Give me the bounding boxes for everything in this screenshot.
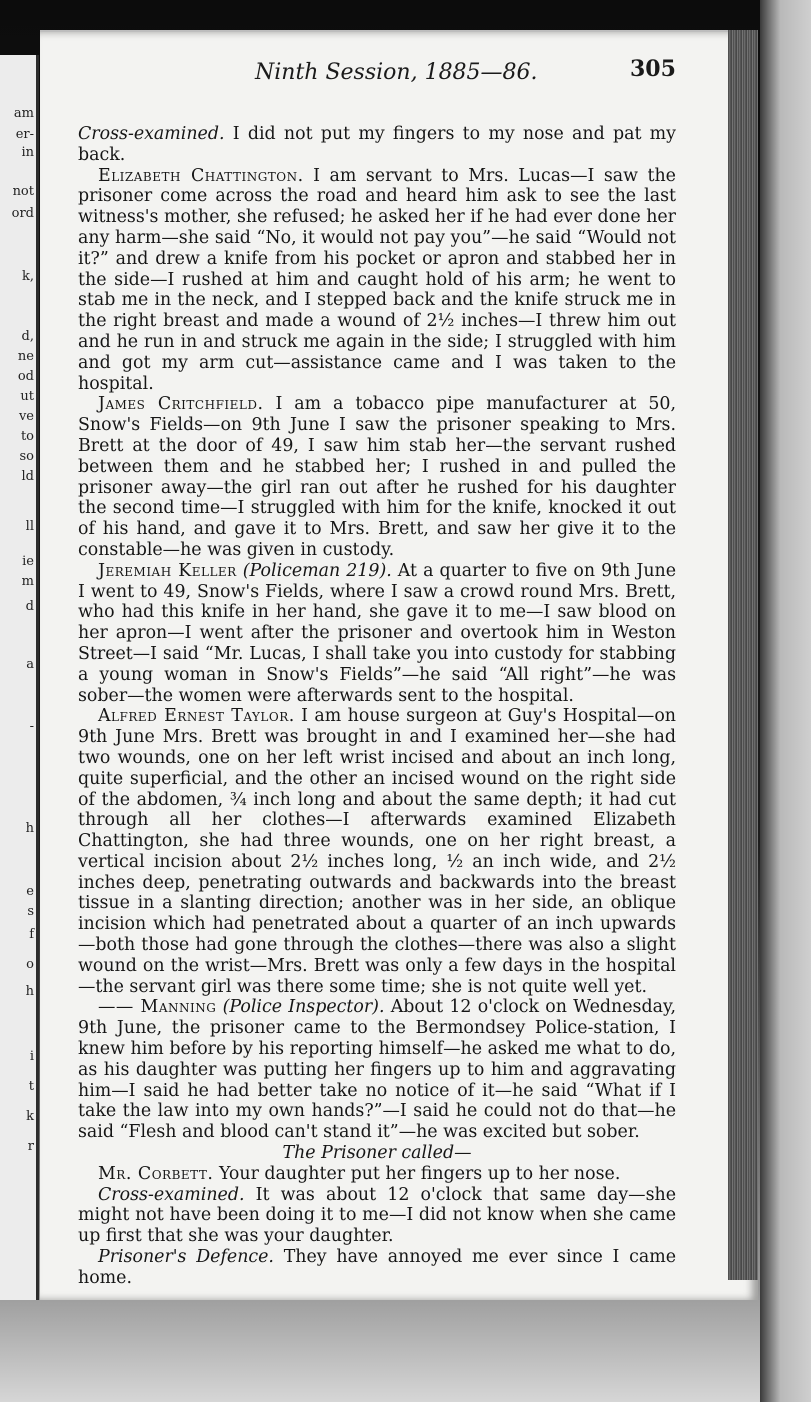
paragraph-corbett	[78, 1164, 676, 1185]
facing-page-fragment: ie	[22, 554, 34, 569]
speaker-role: (Policeman 219).	[242, 560, 392, 581]
paragraph-text: About 12 o'clock on Wednesday, 9th June, the prisoner came to the Bermondsey Police-station, I knew him before by his reporting himself—he asked me what to do, as his daughter was putting her fingers up to him and aggravating him—I said he had better take no notice of it—he said “What if I take the law into my own hands?”—I said he could not do that—he said “Flesh and blood can't stand it”—he was excited but sober.	[78, 997, 676, 1143]
paragraph-critchfield	[78, 394, 676, 560]
facing-page-fragment: so	[19, 449, 34, 464]
facing-page-edge	[0, 55, 39, 1300]
paragraph-text: Your daughter put her fingers up to her nose.	[213, 1163, 621, 1184]
facing-page-fragment: ll	[25, 519, 34, 534]
facing-page-fragment: f	[29, 927, 34, 942]
paragraph-text: I am a tobacco pipe manufacturer at 50, Snow's Fields—on 9th June I saw the prisoner speaking to Mrs. Brett at the door of 49, I saw him stab her—the servant rushed between them and he stabbed her; I rushed in and pulled the prisoner away—the girl ran out after he rushed for his daughter the second time—I struggled with him for the knife, knocked it out of his hand, and gave it to Mrs. Brett, and saw her give it to the constable—he was given in custody.	[78, 394, 676, 560]
speaker-label: Mr. Corbett.	[98, 1163, 214, 1184]
facing-page-fragment: i	[29, 1049, 34, 1064]
speaker-label: Prisoner's Defence.	[98, 1247, 274, 1268]
speaker-label: —— Manning	[98, 997, 217, 1018]
facing-page-fragment: -	[29, 719, 34, 734]
facing-page-fragment: ld	[21, 469, 34, 484]
speaker-role: (Police Inspector).	[222, 997, 385, 1018]
facing-page-fragment: am	[13, 106, 34, 121]
speaker-label: James Critchfield.	[98, 394, 264, 415]
paragraph-cross-examined	[78, 124, 676, 166]
facing-page-fragment: m	[21, 574, 34, 589]
facing-page-fragment: o	[26, 957, 34, 972]
speaker-label: Elizabeth Chattington.	[98, 165, 304, 186]
paragraph-text: I am servant to Mrs. Lucas—I saw the prisoner come across the road and heard him ask to see the last witness's mother, she refused; he asked her if he had ever done her any harm—she said “No, it would not pay you”—he said “Would not it?” and drew a knife from his pocket or apron and stabbed her in the side—I rushed at him and caught hold of his arm; he went to stab me in the neck, and I stepped back and the knife struck me in the right breast and made a wound of 2½ inches—I threw him out and he run in and struck me again in the side; I struggled with him and got my arm cut—assistance came and I was taken to the hospital.	[78, 165, 676, 394]
facing-page-fragment: t	[28, 1079, 34, 1094]
facing-page-fragment: d,	[21, 329, 34, 344]
paragraph-text: It was about 12 o'clock that same day—she might not have been doing it to me—I did not know when she came up first that she was your daughter.	[78, 1184, 676, 1247]
facing-page-fragment: er-	[15, 127, 34, 142]
facing-page-fragment: ord	[11, 206, 34, 221]
facing-page-fragment: r	[27, 1139, 34, 1154]
prisoner-called-heading: The Prisoner called—	[282, 1143, 472, 1164]
session-title: Ninth Session, 1885—86.	[255, 60, 538, 85]
paragraph-cross-examined-2	[78, 1185, 676, 1247]
speaker-label: Jeremiah Keller	[98, 560, 237, 581]
facing-page-fragment: h	[25, 984, 34, 999]
speaker-label: Alfred Ernest Taylor.	[98, 706, 295, 727]
paragraph-manning	[78, 997, 676, 1143]
facing-page-fragment: ut	[20, 389, 34, 404]
page-stack-edge	[728, 30, 758, 1280]
page-number: 305	[630, 56, 676, 82]
speaker-label: Cross-examined.	[98, 1184, 245, 1205]
paragraph-prisoner-defence	[78, 1247, 676, 1289]
facing-page-fragment: ve	[18, 409, 34, 424]
facing-page-fragment: k	[26, 1109, 34, 1124]
facing-page-fragment: e	[26, 884, 34, 899]
paragraph-keller	[78, 561, 676, 707]
facing-page-fragment: to	[20, 429, 34, 444]
paragraph-taylor	[78, 706, 676, 997]
paragraph-chattington	[78, 166, 676, 395]
facing-page-fragment: od	[17, 369, 34, 384]
facing-page-fragment: s	[27, 904, 34, 919]
running-header	[40, 56, 676, 90]
body-text	[78, 124, 676, 1289]
scanner-strip	[760, 0, 811, 1402]
facing-page-fragment: h	[25, 821, 34, 836]
paragraph-text: I did not put my fingers to my nose and pat my back.	[78, 124, 676, 165]
facing-page-fragment: in	[21, 145, 34, 160]
facing-page-fragment: d	[25, 599, 34, 614]
paragraph-text: At a quarter to five on 9th June I went to 49, Snow's Fields, where I saw a crowd round Mrs. Brett, who had this knife in her hand, she gave it to me—I saw blood on her apron—I went after the prisoner and overtook him in Weston Street—I said “Mr. Lucas, I shall take you into custody for stabbing a young woman in Snow's Fields”—he said “All right”—he was sober—the women were afterwards sent to the hospital.	[78, 560, 677, 706]
facing-page-fragment: a	[26, 657, 34, 672]
speaker-label: Cross-examined.	[78, 124, 225, 144]
paragraph-text: They have annoyed me ever since I came home.	[78, 1247, 676, 1288]
facing-page-fragment: k,	[21, 269, 34, 284]
facing-page-fragment: not	[12, 184, 34, 199]
facing-page-fragment: ne	[17, 349, 34, 364]
paragraph-text: I am house surgeon at Guy's Hospital—on 9th June Mrs. Brett was brought in and I examined her—she had two wounds, one on her left wrist incised and about an inch long, quite superficial, and the other an incised wound on the right side of the abdomen, ¾ inch long and about the same depth; it had cut through all her clothes—I afterwards examined Elizabeth Chattington, she had three wounds, one on her right breast, a vertical incision about 2½ inches long, ½ an inch wide, and 2½ inches deep, penetrating outwards and backwards into the breast tissue in a slanting direction; another was in her side, an oblique incision which had penetrated about a quarter of an inch upwards—both those had gone through the clothes—there was also a slight wound on the wrist—Mrs. Brett was only a few days in the hospital—the servant girl was there some time; she is not quite well yet.	[78, 706, 676, 997]
